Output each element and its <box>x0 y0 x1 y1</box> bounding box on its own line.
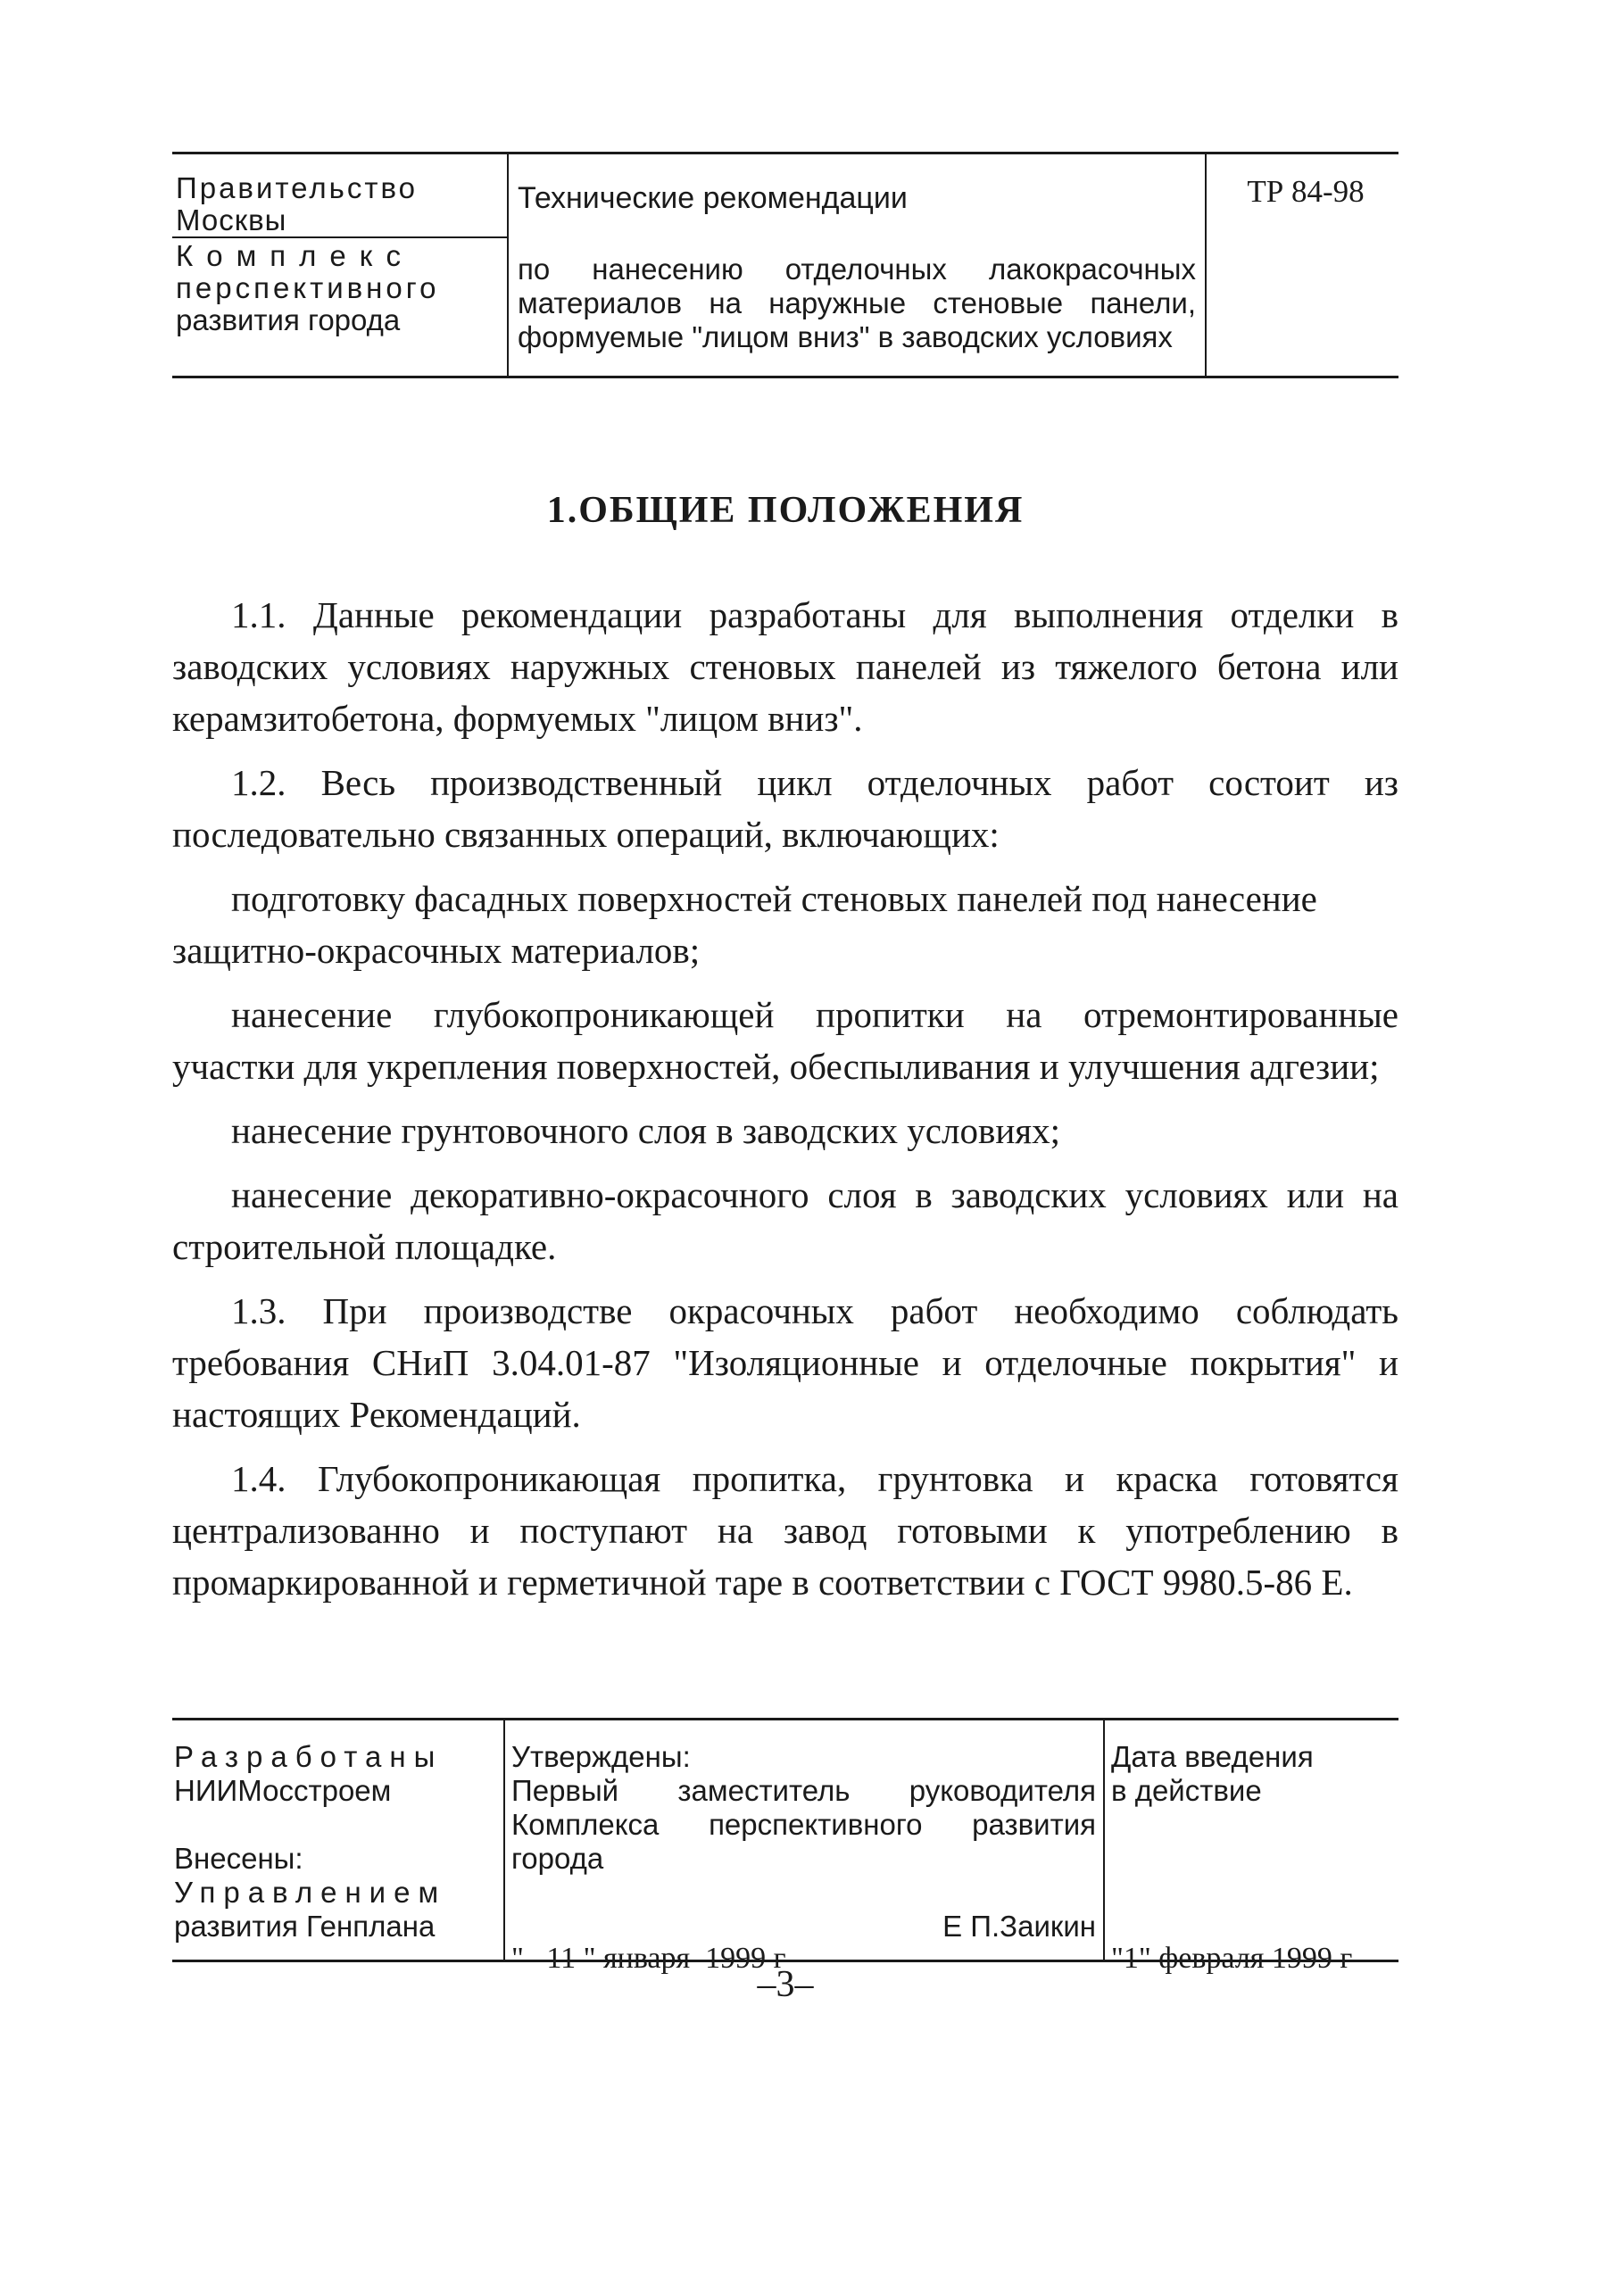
signer-name: Е П.Заикин <box>942 1910 1096 1943</box>
submitted-line-1: Управлением <box>174 1876 447 1909</box>
list-item-2-line-1: нанесение глубокопроникающей пропитки на отремонтированные <box>231 994 1398 1035</box>
developer-cell <box>174 1740 501 1808</box>
footer-table <box>172 1718 1398 1975</box>
approval-cell <box>511 1740 1096 1975</box>
list-item-2-line-2: участки для укрепления поверхностей, обеспыливания и улучшения адгезии; <box>172 1046 1380 1087</box>
header-table <box>172 152 1398 378</box>
subject-line-1: по нанесению отделочных лакокрасочных <box>518 253 1196 286</box>
developed-label: Разработаны <box>174 1740 444 1773</box>
paragraph-1-1: 1.1. Данные рекомендации разработаны для выполнения отделки в заводских условиях наружных стеновых панелей из тяжелого бетона или керамзитобетона, формуемых "лицом вниз". <box>172 594 1398 739</box>
paragraph-1-3: 1.3. При производстве окрасочных работ необходимо соблюдать требования СНиП 3.04.01-87 "Изоляционные и отделочные покрытия" и настоящих Рекомендаций. <box>172 1290 1398 1435</box>
list-item-1-line-1: подготовку фасадных поверхностей стеновых панелей под нанесение <box>231 878 1317 919</box>
list-item-4 <box>172 1169 1398 1272</box>
header-divider-1 <box>507 154 509 376</box>
approved-label: Утверждены: <box>511 1740 691 1773</box>
paragraph-1-4: 1.4. Глубокопроникающая пропитка, грунтовка и краска готовятся централизованно и поступают на завод готовыми к употреблению в промаркированной и герметичной таре в соответствии с ГОСТ 9980.5-86 Е. <box>172 1458 1398 1603</box>
paragraph-1-2: 1.2. Весь производственный цикл отделочных работ состоит из последовательно связанных операций, включающих: <box>172 762 1398 855</box>
list-item-1 <box>172 873 1398 976</box>
effective-date: "1" февраля 1999 г <box>1111 1942 1353 1975</box>
approved-line-3: города <box>511 1842 604 1875</box>
org-underline <box>172 236 507 238</box>
list-item-4-line-2: на строительной площадке. <box>172 1174 1398 1267</box>
subject-line-3: формуемые "лицом вниз" в заводских условиях <box>518 320 1173 353</box>
header-divider-2 <box>1205 154 1207 376</box>
org2-line-3: развития города <box>176 303 401 336</box>
issuing-complex <box>176 240 504 336</box>
submitted-line-2: развития Генплана <box>174 1910 436 1943</box>
effective-date-cell <box>1111 1740 1397 1975</box>
list-item-3: нанесение грунтовочного слоя в заводских условиях; <box>231 1110 1061 1151</box>
approved-line-2: Комплекса перспективного развития <box>511 1808 1096 1841</box>
footer-divider-1 <box>503 1720 505 1960</box>
org2-line-1: Комплекс <box>176 239 415 272</box>
developed-by: НИИМосстроем <box>174 1774 392 1807</box>
footer-divider-2 <box>1103 1720 1105 1960</box>
submitter-cell <box>174 1842 501 1944</box>
section-title: 1.ОБЩИЕ ПОЛОЖЕНИЯ <box>546 490 1025 531</box>
document-subject <box>518 253 1196 354</box>
document-code: ТР 84-98 <box>1247 174 1365 209</box>
subject-line-2: материалов на наружные стеновые панели, <box>518 286 1196 319</box>
org-line-1: Правительство <box>176 171 418 204</box>
effective-label-1: Дата введения <box>1111 1740 1314 1773</box>
org-line-2: Москвы <box>176 203 287 236</box>
document-type: Технические рекомендации <box>518 181 908 215</box>
list-item-4-line-1: нанесение декоративно-окрасочного слоя в заводских условиях или <box>231 1174 1345 1215</box>
list-item-2 <box>172 989 1398 1092</box>
issuing-government <box>176 172 504 236</box>
list-item-1-line-2: защитно-окрасочных материалов; <box>172 930 701 971</box>
document-body <box>172 589 1398 1608</box>
effective-label-2: в действие <box>1111 1774 1262 1807</box>
org2-line-2: перспективного <box>176 271 440 304</box>
page-number: –3– <box>757 1964 814 2005</box>
approved-line-1: Первый заместитель руководителя <box>511 1774 1096 1807</box>
submitted-label: Внесены: <box>174 1842 303 1875</box>
approval-date: " 11 " января 1999 г <box>511 1942 786 1975</box>
